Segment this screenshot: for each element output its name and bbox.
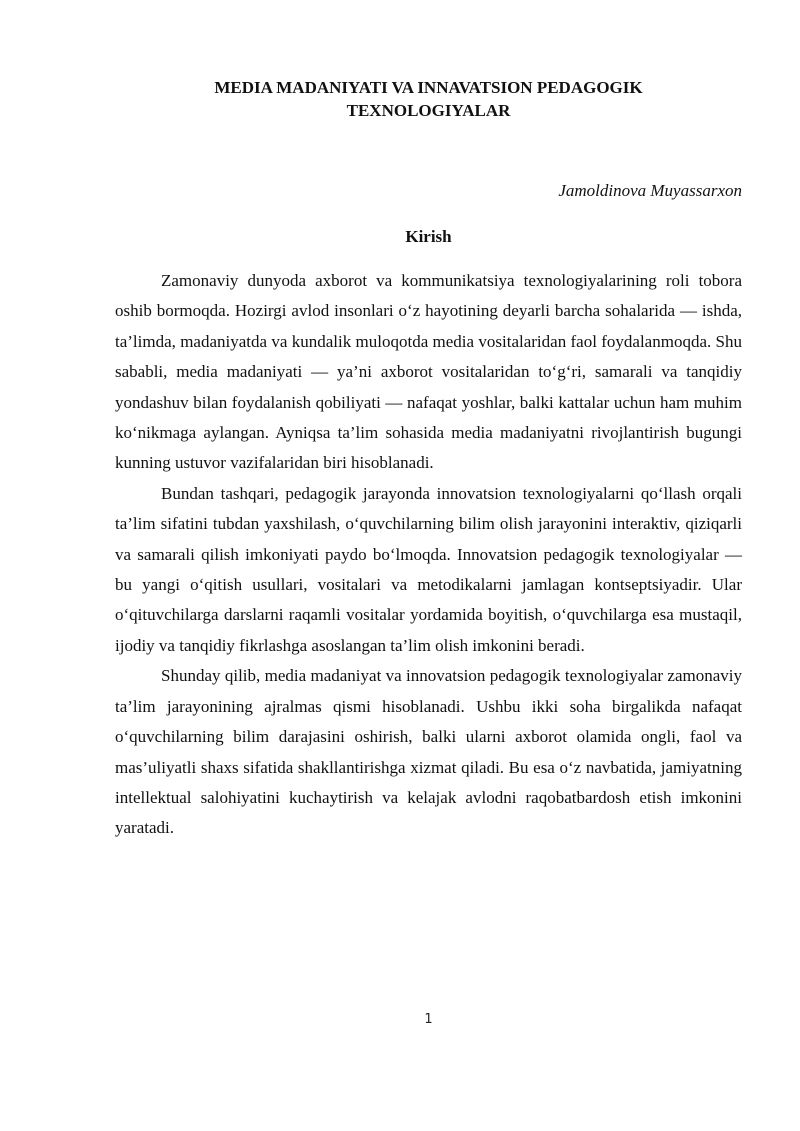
paragraph: Bundan tashqari, pedagogik jarayonda innovatsion texnologiyalarni qo‘llash orqali ta’lim sifatini tubdan yaxshilash, o‘quvchilarning bilim olish jarayonini interaktiv, qiziqarli va samarali qilish imkoniyati paydo bo‘lmoqda. Innovatsion pedagogik texnologiyalar — bu yangi o‘qitish usullari, vositalari va metodikalarni jamlagan kontseptsiyadir. Ular o‘qituvchilarga darslarni raqamli vositalar yordamida boyitish, o‘quvchilarga esa mustaqil, ijodiy va tanqidiy fikrlashga asoslangan ta’lim olish imkonini beradi. — [115, 483, 742, 655]
paragraph: Zamonaviy dunyoda axborot va kommunikatsiya texnologiyalarining roli tobora oshib bormoqda. Hozirgi avlod insonlari o‘z hayotining deyarli barcha sohalarida — ishda, ta’limda, madaniyatda va kundalik muloqotda media vositalaridan faol foydalanmoqda. Shu sababli, media madaniyati — ya’ni axborot vositalaridan to‘g‘ri, samarali va tanqidiy yondashuv bilan foydalanish qobiliyati — nafaqat yoshlar, balki kattalar uchun ham muhim ko‘nikmaga aylangan. Ayniqsa ta’lim sohasida media madaniyatni rivojlantirish bugungi kunning ustuvor vazifalaridan biri hisoblanadi. — [115, 271, 742, 473]
author-name: Jamoldinova Muyassarxon — [558, 181, 742, 200]
paragraph: Shunday qilib, media madaniyat va innovatsion pedagogik texnologiyalar zamonaviy ta’lim jarayonining ajralmas qismi hisoblanadi. Ushbu ikki soha birgalikda nafaqat o‘quvchilarning bilim darajasini oshirish, balki ularni axborot olamida ongli, faol va mas’uliyatli shaxs sifatida shakllantirishga xizmat qiladi. Bu esa o‘z navbatida, jamiyatning intellektual salohiyatini kuchaytirish va kelajak avlodni raqobatbardosh etish imkonini yaratadi. — [115, 666, 742, 838]
title-line-1: MEDIA MADANIYATI VA INNAVATSION PEDAGOGIK — [214, 78, 643, 97]
title-line-2: TEXNOLOGIYALAR — [346, 101, 511, 120]
document-title — [115, 76, 742, 122]
section-heading: Kirish — [405, 227, 452, 246]
page-number: 1 — [424, 1012, 433, 1027]
body-text — [115, 266, 742, 844]
